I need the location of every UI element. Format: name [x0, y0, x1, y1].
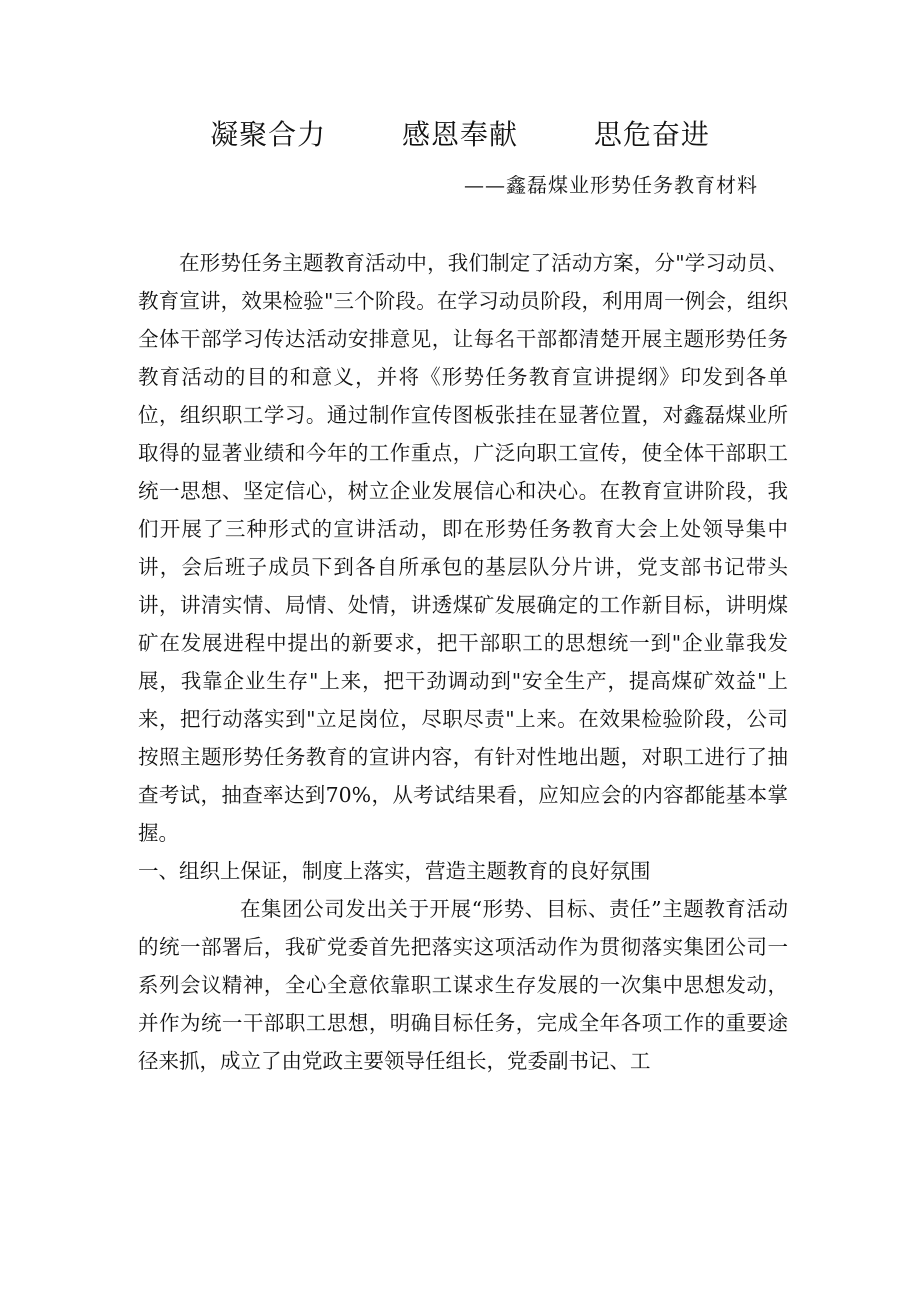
title-part-2: 感恩奉献	[401, 118, 518, 151]
document-body	[138, 244, 788, 1080]
document-subtitle: ——鑫磊煤业形势任务教育材料	[464, 173, 758, 197]
section-heading: 一、组织上保证，制度上落实，营造主题教育的良好氛围	[138, 859, 651, 883]
title-part-3: 思危奋进	[593, 118, 710, 151]
title-part-1: 凝聚合力	[210, 118, 327, 151]
paragraph-1: 在形势任务主题教育活动中，我们制定了活动方案，分"学习动员、教育宣讲，效果检验"三个阶段。在学习动员阶段，利用周一例会，组织全体干部学习传达活动安排意见，让每名干部都清楚开展主题形势任务教育活动的目的和意义，并将《形势任务教育宣讲提纲》印发到各单位，组织职工学习。通过制作宣传图板张挂在显著位置，对鑫磊煤业所取得的显著业绩和今年的工作重点，广泛向职工宣传，使全体干部职工统一思想、坚定信心，树立企业发展信心和决心。在教育宣讲阶段，我们开展了三种形式的宣讲活动，即在形势任务教育大会上处领导集中讲，会后班子成员下到各自所承包的基层队分片讲，党支部书记带头讲，讲清实情、局情、处情，讲透煤矿发展确定的工作新目标，讲明煤矿在发展进程中提出的新要求，把干部职工的思想统一到"企业靠我发展，我靠企业生存"上来，把干劲调动到"安全生产，提高煤矿效益"上来，把行动落实到"立足岗位，尽职尽责"上来。在效果检验阶段，公司按照主题形势任务教育的宣讲内容，有针对性地出题，对职工进行了抽查考试，抽查率达到70%，从考试结果看，应知应会的内容都能基本掌握。	[138, 251, 788, 845]
paragraph-2: 在集团公司发出关于开展“形势、目标、责任”主题教育活动的统一部署后，我矿党委首先把落实这项活动作为贯彻落实集团公司一系列会议精神，全心全意依靠职工谋求生存发展的一次集中思想发动，并作为统一干部职工思想，明确目标任务，完成全年各项工作的重要途径来抓，成立了由党政主要领导任组长，党委副书记、工	[138, 897, 788, 1073]
document-title	[0, 116, 920, 154]
